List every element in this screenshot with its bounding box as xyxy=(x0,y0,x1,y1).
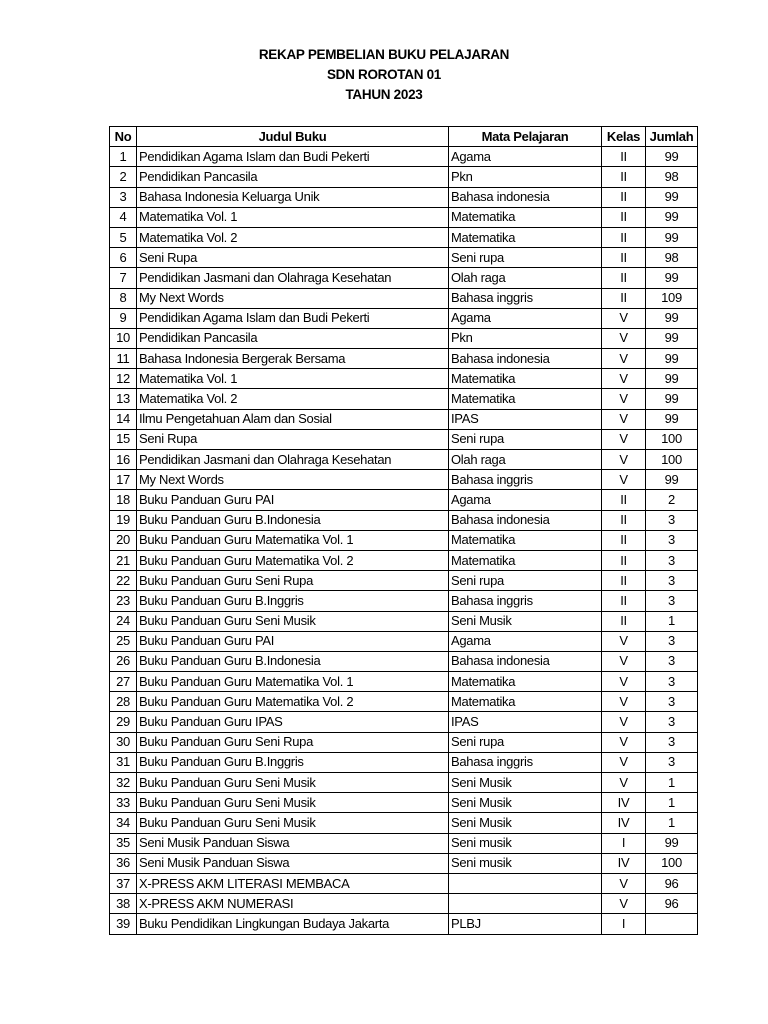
cell-jumlah: 99 xyxy=(646,227,698,247)
cell-mata-pelajaran: Matematika xyxy=(449,389,602,409)
table-row xyxy=(110,813,698,833)
cell-jumlah: 3 xyxy=(646,530,698,550)
cell-jumlah: 99 xyxy=(646,308,698,328)
cell-kelas: V xyxy=(602,631,646,651)
cell-kelas: V xyxy=(602,308,646,328)
cell-jumlah: 1 xyxy=(646,611,698,631)
cell-mata-pelajaran: Matematika xyxy=(449,207,602,227)
cell-judul-buku: My Next Words xyxy=(137,470,449,490)
cell-no: 10 xyxy=(110,328,137,348)
document-title: REKAP PEMBELIAN BUKU PELAJARAN xyxy=(258,47,510,62)
cell-judul-buku: Buku Panduan Guru B.Inggris xyxy=(137,591,449,611)
cell-kelas: IV xyxy=(602,813,646,833)
table-row xyxy=(110,328,698,348)
table-body xyxy=(110,147,698,934)
cell-no: 26 xyxy=(110,651,137,671)
cell-mata-pelajaran: Matematika xyxy=(449,227,602,247)
cell-mata-pelajaran: Olah raga xyxy=(449,450,602,470)
cell-mata-pelajaran: Seni Musik xyxy=(449,773,602,793)
cell-no: 11 xyxy=(110,349,137,369)
cell-mata-pelajaran: Matematika xyxy=(449,550,602,570)
cell-no: 31 xyxy=(110,752,137,772)
cell-judul-buku: My Next Words xyxy=(137,288,449,308)
cell-mata-pelajaran: IPAS xyxy=(449,409,602,429)
table-row xyxy=(110,207,698,227)
table-row xyxy=(110,167,698,187)
document-header xyxy=(0,45,768,105)
cell-judul-buku: Buku Pendidikan Lingkungan Budaya Jakarta xyxy=(137,914,449,934)
table-row xyxy=(110,651,698,671)
cell-jumlah: 109 xyxy=(646,288,698,308)
header-jumlah: Jumlah xyxy=(646,127,698,147)
table-header-row xyxy=(110,127,698,147)
table-row xyxy=(110,510,698,530)
cell-mata-pelajaran: Pkn xyxy=(449,328,602,348)
cell-no: 39 xyxy=(110,914,137,934)
cell-kelas: V xyxy=(602,349,646,369)
cell-kelas: II xyxy=(602,571,646,591)
cell-mata-pelajaran: Olah raga xyxy=(449,268,602,288)
cell-judul-buku: Buku Panduan Guru Matematika Vol. 1 xyxy=(137,672,449,692)
cell-jumlah: 96 xyxy=(646,894,698,914)
cell-judul-buku: Pendidikan Pancasila xyxy=(137,167,449,187)
cell-no: 19 xyxy=(110,510,137,530)
cell-no: 21 xyxy=(110,550,137,570)
school-name: SDN ROROTAN 01 xyxy=(326,67,442,82)
cell-judul-buku: X-PRESS AKM LITERASI MEMBACA xyxy=(137,873,449,893)
cell-mata-pelajaran: Seni rupa xyxy=(449,732,602,752)
cell-kelas: V xyxy=(602,692,646,712)
cell-no: 3 xyxy=(110,187,137,207)
cell-kelas: IV xyxy=(602,853,646,873)
cell-judul-buku: Buku Panduan Guru Seni Rupa xyxy=(137,571,449,591)
cell-no: 6 xyxy=(110,248,137,268)
cell-mata-pelajaran: Pkn xyxy=(449,167,602,187)
cell-judul-buku: Seni Musik Panduan Siswa xyxy=(137,853,449,873)
cell-no: 18 xyxy=(110,490,137,510)
cell-judul-buku: Pendidikan Jasmani dan Olahraga Kesehatan xyxy=(137,450,449,470)
cell-jumlah: 3 xyxy=(646,571,698,591)
table-row xyxy=(110,490,698,510)
cell-mata-pelajaran: Matematika xyxy=(449,672,602,692)
cell-kelas: I xyxy=(602,914,646,934)
cell-no: 12 xyxy=(110,369,137,389)
cell-jumlah: 100 xyxy=(646,853,698,873)
cell-judul-buku: Ilmu Pengetahuan Alam dan Sosial xyxy=(137,409,449,429)
cell-jumlah: 1 xyxy=(646,773,698,793)
table-row xyxy=(110,248,698,268)
cell-kelas: V xyxy=(602,369,646,389)
cell-judul-buku: Buku Panduan Guru Seni Rupa xyxy=(137,732,449,752)
cell-mata-pelajaran: Seni musik xyxy=(449,853,602,873)
cell-kelas: II xyxy=(602,611,646,631)
cell-mata-pelajaran: Agama xyxy=(449,631,602,651)
cell-kelas: II xyxy=(602,550,646,570)
cell-jumlah: 99 xyxy=(646,833,698,853)
cell-no: 35 xyxy=(110,833,137,853)
cell-jumlah: 1 xyxy=(646,793,698,813)
cell-judul-buku: Buku Panduan Guru Matematika Vol. 1 xyxy=(137,530,449,550)
table-row xyxy=(110,308,698,328)
cell-jumlah: 99 xyxy=(646,389,698,409)
cell-no: 36 xyxy=(110,853,137,873)
cell-mata-pelajaran: Seni Musik xyxy=(449,813,602,833)
cell-no: 27 xyxy=(110,672,137,692)
cell-kelas: V xyxy=(602,389,646,409)
cell-kelas: II xyxy=(602,288,646,308)
cell-mata-pelajaran: Seni rupa xyxy=(449,429,602,449)
table-row xyxy=(110,611,698,631)
cell-no: 28 xyxy=(110,692,137,712)
cell-jumlah: 3 xyxy=(646,591,698,611)
cell-mata-pelajaran xyxy=(449,873,602,893)
cell-no: 7 xyxy=(110,268,137,288)
table-row xyxy=(110,530,698,550)
cell-mata-pelajaran: Bahasa indonesia xyxy=(449,510,602,530)
cell-jumlah: 99 xyxy=(646,147,698,167)
cell-judul-buku: Buku Panduan Guru Seni Musik xyxy=(137,793,449,813)
cell-judul-buku: Matematika Vol. 1 xyxy=(137,369,449,389)
cell-jumlah: 3 xyxy=(646,672,698,692)
cell-kelas: V xyxy=(602,672,646,692)
table-row xyxy=(110,470,698,490)
cell-no: 33 xyxy=(110,793,137,813)
cell-judul-buku: Matematika Vol. 2 xyxy=(137,389,449,409)
cell-mata-pelajaran: Bahasa inggris xyxy=(449,470,602,490)
cell-judul-buku: Buku Panduan Guru Matematika Vol. 2 xyxy=(137,692,449,712)
cell-mata-pelajaran: Bahasa indonesia xyxy=(449,187,602,207)
cell-kelas: V xyxy=(602,450,646,470)
cell-mata-pelajaran: Seni Musik xyxy=(449,793,602,813)
table-row xyxy=(110,147,698,167)
cell-mata-pelajaran: Bahasa inggris xyxy=(449,591,602,611)
cell-no: 20 xyxy=(110,530,137,550)
cell-no: 17 xyxy=(110,470,137,490)
cell-no: 2 xyxy=(110,167,137,187)
cell-jumlah: 99 xyxy=(646,470,698,490)
cell-jumlah: 99 xyxy=(646,207,698,227)
cell-judul-buku: Buku Panduan Guru Seni Musik xyxy=(137,773,449,793)
cell-judul-buku: Matematika Vol. 1 xyxy=(137,207,449,227)
cell-mata-pelajaran: Seni Musik xyxy=(449,611,602,631)
cell-jumlah: 3 xyxy=(646,692,698,712)
table-row xyxy=(110,873,698,893)
cell-no: 13 xyxy=(110,389,137,409)
cell-no: 24 xyxy=(110,611,137,631)
cell-kelas: V xyxy=(602,732,646,752)
cell-kelas: II xyxy=(602,530,646,550)
table-row xyxy=(110,833,698,853)
cell-judul-buku: Buku Panduan Guru B.Indonesia xyxy=(137,510,449,530)
cell-jumlah: 3 xyxy=(646,752,698,772)
cell-judul-buku: Seni Rupa xyxy=(137,248,449,268)
table-row xyxy=(110,227,698,247)
table-row xyxy=(110,409,698,429)
document-year: TAHUN 2023 xyxy=(345,87,423,102)
cell-judul-buku: Pendidikan Agama Islam dan Budi Pekerti xyxy=(137,147,449,167)
cell-kelas: II xyxy=(602,268,646,288)
header-kelas: Kelas xyxy=(602,127,646,147)
table-row xyxy=(110,288,698,308)
cell-mata-pelajaran: Matematika xyxy=(449,369,602,389)
cell-kelas: II xyxy=(602,248,646,268)
cell-kelas: V xyxy=(602,894,646,914)
cell-kelas: V xyxy=(602,328,646,348)
cell-mata-pelajaran: Bahasa inggris xyxy=(449,752,602,772)
cell-judul-buku: Buku Panduan Guru PAI xyxy=(137,631,449,651)
cell-mata-pelajaran: Seni rupa xyxy=(449,571,602,591)
cell-judul-buku: Buku Panduan Guru B.Inggris xyxy=(137,752,449,772)
cell-kelas: II xyxy=(602,187,646,207)
cell-judul-buku: Buku Panduan Guru Seni Musik xyxy=(137,813,449,833)
table-row xyxy=(110,773,698,793)
cell-jumlah: 3 xyxy=(646,631,698,651)
cell-judul-buku: Seni Musik Panduan Siswa xyxy=(137,833,449,853)
header-mata-pelajaran: Mata Pelajaran xyxy=(449,127,602,147)
table-row xyxy=(110,187,698,207)
cell-jumlah: 99 xyxy=(646,409,698,429)
cell-judul-buku: Matematika Vol. 2 xyxy=(137,227,449,247)
cell-judul-buku: Pendidikan Agama Islam dan Budi Pekerti xyxy=(137,308,449,328)
cell-judul-buku: Bahasa Indonesia Bergerak Bersama xyxy=(137,349,449,369)
table-row xyxy=(110,914,698,934)
table-row xyxy=(110,752,698,772)
cell-judul-buku: Pendidikan Jasmani dan Olahraga Kesehatan xyxy=(137,268,449,288)
cell-no: 1 xyxy=(110,147,137,167)
cell-kelas: V xyxy=(602,470,646,490)
cell-jumlah: 100 xyxy=(646,429,698,449)
cell-judul-buku: Buku Panduan Guru PAI xyxy=(137,490,449,510)
cell-no: 37 xyxy=(110,873,137,893)
cell-no: 4 xyxy=(110,207,137,227)
cell-no: 16 xyxy=(110,450,137,470)
cell-no: 14 xyxy=(110,409,137,429)
table-row xyxy=(110,591,698,611)
table-row xyxy=(110,631,698,651)
cell-jumlah: 100 xyxy=(646,450,698,470)
cell-mata-pelajaran: PLBJ xyxy=(449,914,602,934)
cell-kelas: II xyxy=(602,167,646,187)
cell-no: 29 xyxy=(110,712,137,732)
cell-kelas: II xyxy=(602,591,646,611)
cell-kelas: V xyxy=(602,712,646,732)
cell-kelas: II xyxy=(602,227,646,247)
table-row xyxy=(110,712,698,732)
cell-judul-buku: Buku Panduan Guru B.Indonesia xyxy=(137,651,449,671)
cell-kelas: V xyxy=(602,773,646,793)
book-purchase-table xyxy=(109,126,698,935)
table-row xyxy=(110,853,698,873)
table-row xyxy=(110,672,698,692)
cell-judul-buku: Bahasa Indonesia Keluarga Unik xyxy=(137,187,449,207)
table-row xyxy=(110,692,698,712)
cell-jumlah: 96 xyxy=(646,873,698,893)
cell-mata-pelajaran: Seni rupa xyxy=(449,248,602,268)
cell-kelas: II xyxy=(602,510,646,530)
cell-jumlah: 99 xyxy=(646,349,698,369)
cell-no: 5 xyxy=(110,227,137,247)
cell-mata-pelajaran: Matematika xyxy=(449,692,602,712)
cell-jumlah: 99 xyxy=(646,369,698,389)
cell-no: 30 xyxy=(110,732,137,752)
cell-kelas: V xyxy=(602,752,646,772)
cell-mata-pelajaran: Bahasa indonesia xyxy=(449,651,602,671)
cell-kelas: V xyxy=(602,429,646,449)
cell-kelas: V xyxy=(602,409,646,429)
cell-no: 23 xyxy=(110,591,137,611)
cell-jumlah: 3 xyxy=(646,550,698,570)
cell-mata-pelajaran: Agama xyxy=(449,147,602,167)
cell-mata-pelajaran xyxy=(449,894,602,914)
cell-mata-pelajaran: Seni musik xyxy=(449,833,602,853)
cell-mata-pelajaran: Matematika xyxy=(449,530,602,550)
cell-judul-buku: Seni Rupa xyxy=(137,429,449,449)
cell-no: 34 xyxy=(110,813,137,833)
cell-jumlah: 99 xyxy=(646,328,698,348)
cell-mata-pelajaran: Bahasa inggris xyxy=(449,288,602,308)
cell-kelas: II xyxy=(602,147,646,167)
table-row xyxy=(110,793,698,813)
cell-no: 25 xyxy=(110,631,137,651)
cell-jumlah: 3 xyxy=(646,651,698,671)
cell-jumlah: 3 xyxy=(646,732,698,752)
cell-kelas: II xyxy=(602,490,646,510)
table-row xyxy=(110,349,698,369)
table-row xyxy=(110,369,698,389)
cell-jumlah: 98 xyxy=(646,167,698,187)
cell-kelas: V xyxy=(602,873,646,893)
cell-kelas: IV xyxy=(602,793,646,813)
cell-no: 9 xyxy=(110,308,137,328)
cell-mata-pelajaran: Agama xyxy=(449,490,602,510)
header-no: No xyxy=(110,127,137,147)
cell-judul-buku: Buku Panduan Guru Seni Musik xyxy=(137,611,449,631)
table-row xyxy=(110,429,698,449)
cell-jumlah: 99 xyxy=(646,268,698,288)
cell-jumlah: 3 xyxy=(646,510,698,530)
cell-jumlah: 3 xyxy=(646,712,698,732)
cell-kelas: V xyxy=(602,651,646,671)
table-row xyxy=(110,550,698,570)
cell-mata-pelajaran: Agama xyxy=(449,308,602,328)
table-row xyxy=(110,389,698,409)
cell-judul-buku: X-PRESS AKM NUMERASI xyxy=(137,894,449,914)
cell-mata-pelajaran: IPAS xyxy=(449,712,602,732)
table-row xyxy=(110,268,698,288)
cell-no: 22 xyxy=(110,571,137,591)
cell-no: 15 xyxy=(110,429,137,449)
cell-jumlah xyxy=(646,914,698,934)
table-row xyxy=(110,732,698,752)
table-row xyxy=(110,450,698,470)
cell-no: 38 xyxy=(110,894,137,914)
cell-mata-pelajaran: Bahasa indonesia xyxy=(449,349,602,369)
header-judul-buku: Judul Buku xyxy=(137,127,449,147)
table-row xyxy=(110,571,698,591)
cell-jumlah: 99 xyxy=(646,187,698,207)
cell-judul-buku: Pendidikan Pancasila xyxy=(137,328,449,348)
cell-jumlah: 1 xyxy=(646,813,698,833)
cell-kelas: I xyxy=(602,833,646,853)
cell-judul-buku: Buku Panduan Guru IPAS xyxy=(137,712,449,732)
cell-jumlah: 2 xyxy=(646,490,698,510)
cell-kelas: II xyxy=(602,207,646,227)
cell-jumlah: 98 xyxy=(646,248,698,268)
cell-no: 8 xyxy=(110,288,137,308)
cell-judul-buku: Buku Panduan Guru Matematika Vol. 2 xyxy=(137,550,449,570)
table-row xyxy=(110,894,698,914)
cell-no: 32 xyxy=(110,773,137,793)
